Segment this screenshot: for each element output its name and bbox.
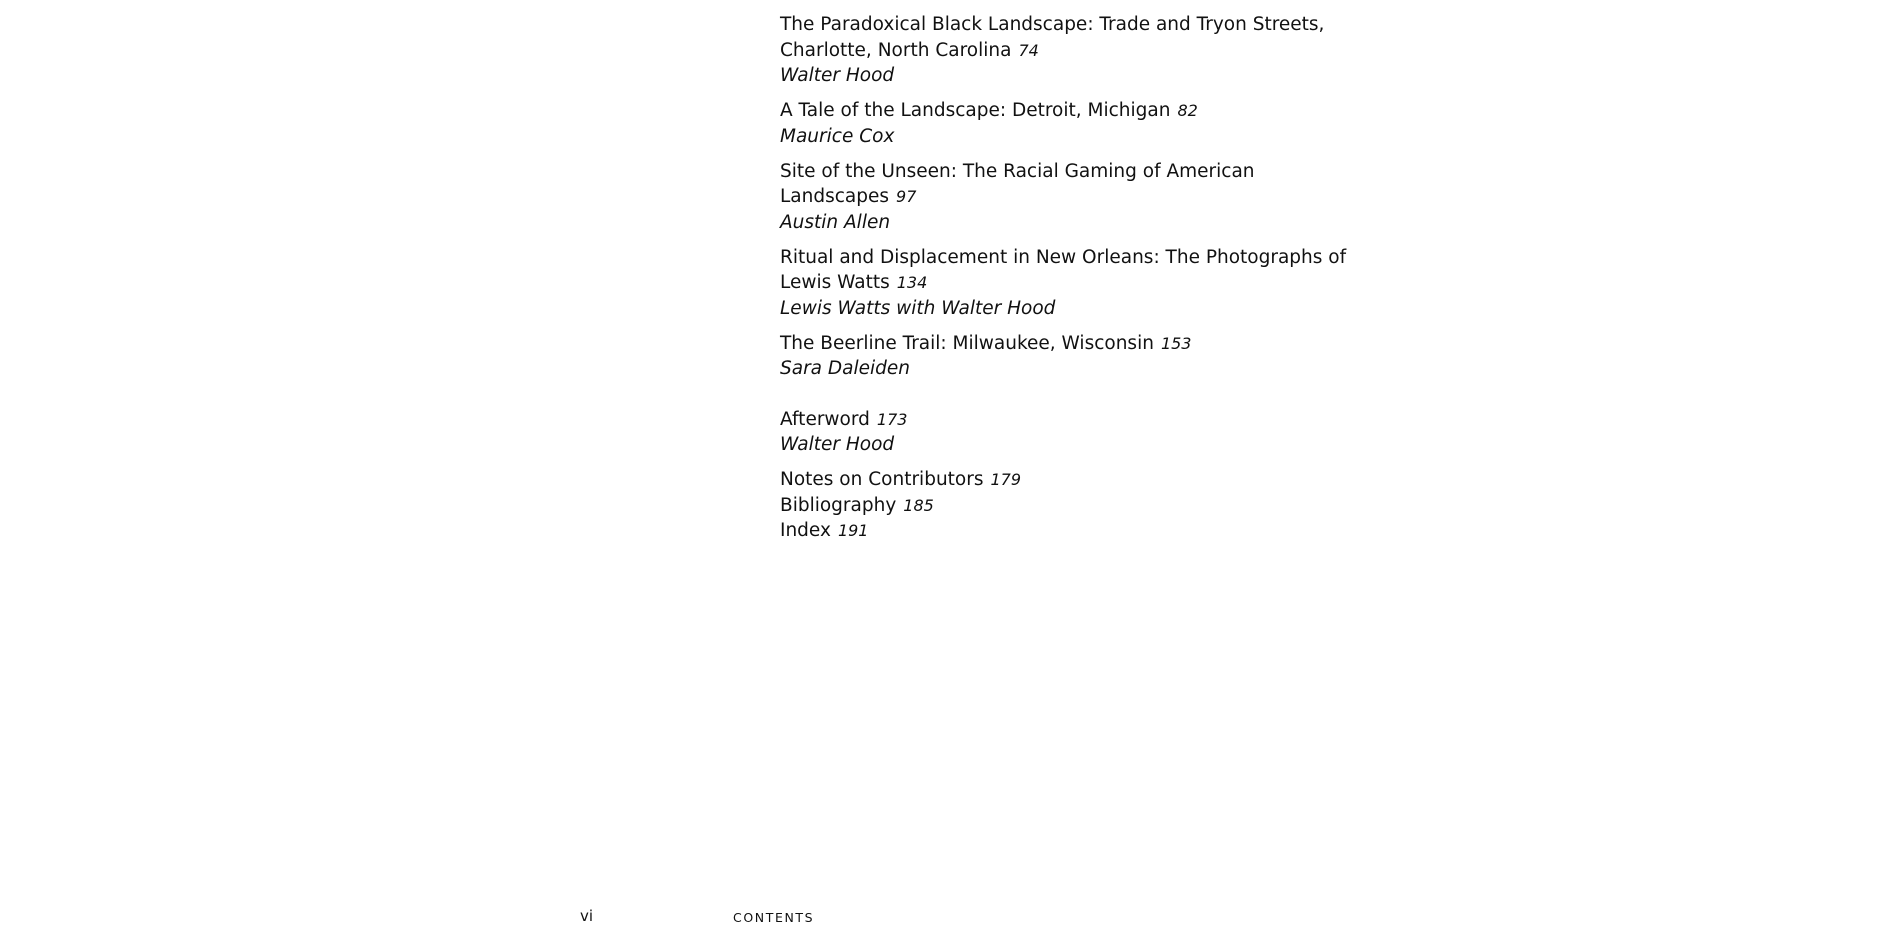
toc-entry-site-of-the-unseen bbox=[780, 159, 1380, 236]
toc-entry-paradoxical-black-landscape bbox=[780, 12, 1380, 89]
entry-page-number: 74 bbox=[1018, 40, 1039, 60]
entry-title: Site of the Unseen: The Racial Gaming of American Landscapes bbox=[780, 160, 1255, 207]
entry-title: Notes on Contributors bbox=[780, 469, 984, 490]
entry-title: Index bbox=[780, 520, 831, 541]
entry-title: Afterword bbox=[780, 408, 870, 430]
table-of-contents bbox=[780, 12, 1380, 544]
entry-title: A Tale of the Landscape: Detroit, Michigan bbox=[780, 100, 1171, 121]
entry-page-number: 191 bbox=[837, 521, 869, 540]
entry-title: The Paradoxical Black Landscape: Trade and Tryon Streets, bbox=[780, 14, 1325, 35]
entry-title: The Beerline Trail: Milwaukee, Wisconsin bbox=[780, 332, 1154, 354]
page-folio: vi bbox=[580, 907, 594, 925]
toc-entry-beerline-trail bbox=[780, 331, 1380, 382]
toc-entry-tale-of-the-landscape bbox=[780, 98, 1380, 149]
toc-entry-ritual-and-displacement bbox=[780, 245, 1380, 322]
entry-author: Walter Hood bbox=[780, 434, 895, 455]
toc-entry-afterword bbox=[780, 407, 1380, 458]
entry-author: Walter Hood bbox=[780, 65, 895, 86]
entry-title: Ritual and Displacement in New Orleans: The Photographs of bbox=[780, 246, 1347, 268]
entry-page-number: 173 bbox=[876, 409, 908, 429]
entry-title-continued: Charlotte, North Carolina bbox=[780, 39, 1012, 61]
toc-entry-index bbox=[780, 518, 1380, 544]
toc-entry-bibliography bbox=[780, 493, 1380, 519]
entry-page-number: 153 bbox=[1160, 333, 1192, 353]
entry-page-number: 82 bbox=[1177, 101, 1198, 120]
entry-author: Maurice Cox bbox=[780, 125, 895, 147]
entry-title: Bibliography bbox=[780, 494, 897, 516]
entry-page-number: 134 bbox=[896, 273, 928, 292]
entry-author: Sara Daleiden bbox=[780, 358, 910, 379]
running-head: CONTENTS bbox=[733, 910, 815, 925]
entry-page-number: 179 bbox=[990, 470, 1022, 489]
entry-title-continued: Lewis Watts bbox=[780, 272, 890, 293]
entry-author: Austin Allen bbox=[780, 211, 891, 233]
entry-page-number: 185 bbox=[903, 495, 934, 515]
entry-page-number: 97 bbox=[896, 187, 917, 206]
entry-author: Lewis Watts with Walter Hood bbox=[780, 297, 1056, 319]
toc-entry-notes-on-contributors bbox=[780, 467, 1380, 493]
